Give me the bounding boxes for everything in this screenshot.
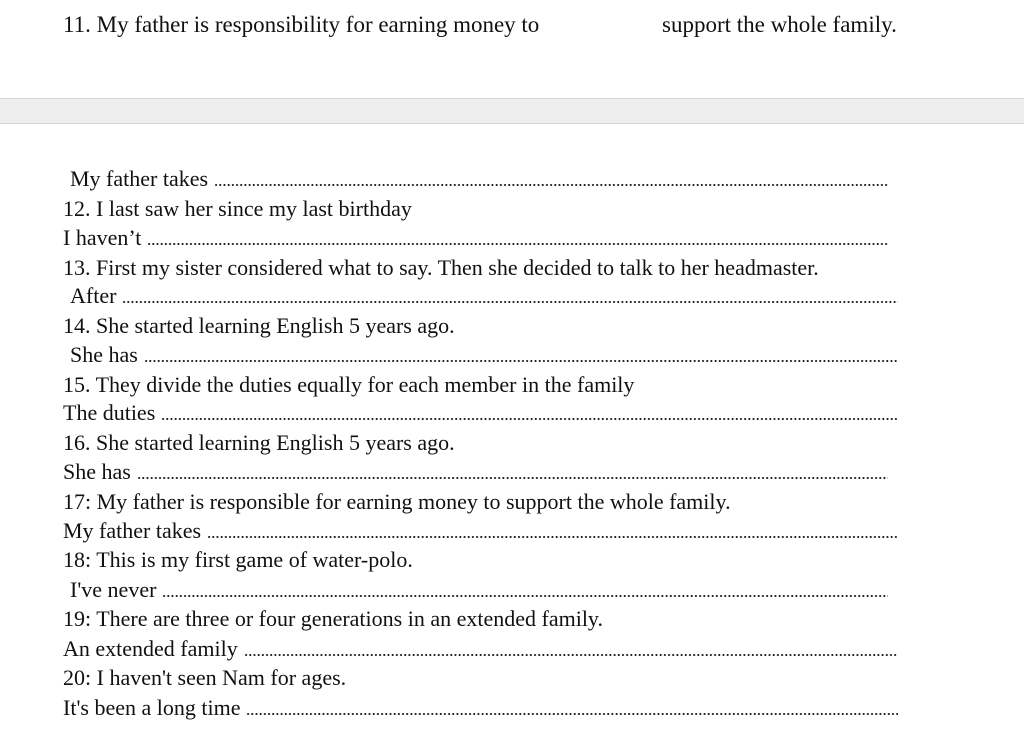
answer-line-14: [70, 340, 898, 369]
answer-line-12: [63, 223, 888, 252]
question-text: 18: This is my first game of water-polo.: [63, 547, 413, 572]
answer-line-13: [70, 281, 898, 310]
question-14: [63, 311, 455, 340]
answer-line-19: [63, 634, 898, 663]
answer-prompt: My father takes: [70, 166, 209, 191]
answer-prompt: I've never: [70, 577, 157, 602]
question-16: [63, 428, 455, 457]
answer-prompt: She has: [63, 459, 131, 484]
answer-line-16: [63, 457, 888, 486]
question-text: 14. She started learning English 5 years ago.: [63, 313, 455, 338]
answer-prompt: The duties: [63, 400, 156, 425]
question-19: [63, 604, 603, 633]
question-text: 19: There are three or four generations in an extended family.: [63, 606, 603, 631]
answer-blank: [122, 299, 898, 305]
question-15: [63, 370, 634, 399]
answer-prompt: I haven’t: [63, 225, 142, 250]
question-text: 12. I last saw her since my last birthday: [63, 196, 412, 221]
answer-line-17: [63, 516, 898, 545]
page-separator: [0, 98, 1024, 124]
answer-blank: [147, 241, 888, 247]
answer-blank: [137, 475, 888, 481]
question-12: [63, 194, 412, 223]
question-text: 13. First my sister considered what to say. Then she decided to talk to her headmaster.: [63, 255, 819, 280]
answer-line-20: [63, 693, 898, 722]
question-11-continuation: support the whole family.: [662, 12, 897, 37]
answer-blank: [244, 652, 898, 658]
answer-blank: [207, 534, 898, 540]
answer-blank: [144, 358, 898, 364]
question-text: 20: I haven't seen Nam for ages.: [63, 665, 347, 690]
document-page-top: [0, 0, 1024, 98]
answer-line-15: [63, 398, 898, 427]
answer-blank: [214, 182, 888, 188]
answer-blank: [161, 416, 898, 422]
question-text: 15. They divide the duties equally for each member in the family: [63, 372, 635, 397]
document-page-bottom: [0, 124, 1024, 741]
answer-prompt: My father takes: [63, 518, 202, 543]
answer-line-11: [70, 164, 888, 193]
question-text: 16. She started learning English 5 years ago.: [63, 430, 455, 455]
question-text: 17: My father is responsible for earning money to support the whole family.: [63, 489, 731, 514]
question-18: [63, 545, 413, 574]
answer-prompt: After: [70, 283, 117, 308]
question-20: [63, 663, 346, 692]
answer-blank: [246, 711, 898, 717]
answer-prompt: An extended family: [63, 636, 238, 661]
answer-line-18: [70, 575, 888, 604]
answer-prompt: It's been a long time: [63, 695, 241, 720]
answer-prompt: She has: [70, 342, 138, 367]
question-11-text: 11. My father is responsibility for earning money to: [63, 12, 540, 37]
answer-blank: [162, 593, 888, 599]
question-17: [63, 487, 731, 516]
question-13: [63, 253, 819, 282]
